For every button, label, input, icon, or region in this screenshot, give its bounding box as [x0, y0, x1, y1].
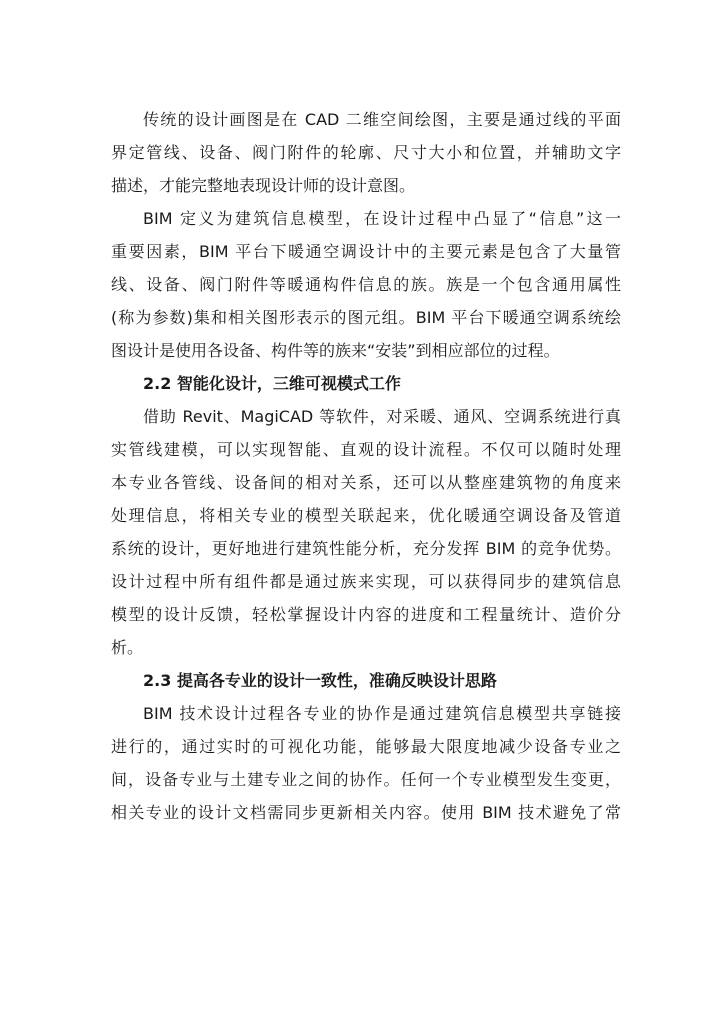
- text-line: 相关专业的设计文档需同步更新相关内容。使用 BIM 技术避免了常: [111, 803, 621, 822]
- section-heading-2-2: 2.2 智能化设计，三维可视模式工作: [143, 374, 401, 393]
- document-body: [111, 103, 621, 829]
- paragraph-cad-drawing: [111, 103, 621, 202]
- text-line: 借助 Revit、MagiCAD 等软件，对采暖、通风、空调系统进行真: [143, 407, 621, 426]
- text-line: 系统的设计，更好地进行建筑性能分析，充分发挥 BIM 的竞争优势。: [111, 539, 621, 558]
- paragraph-smart-design: [111, 400, 621, 664]
- paragraph-collaboration: [111, 697, 621, 829]
- text-line: 进行的，通过实时的可视化功能，能够最大限度地减少设备专业之: [111, 737, 621, 756]
- text-line: 线、设备、阀门附件等暖通构件信息的族。族是一个包含通用属性: [111, 275, 621, 294]
- text-line: 间，设备专业与土建专业之间的协作。任何一个专业模型发生变更，: [111, 770, 621, 789]
- text-line: BIM 定义为建筑信息模型，在设计过程中凸显了“信息”这一: [143, 209, 621, 228]
- text-line: BIM 技术设计过程各专业的协作是通过建筑信息模型共享链接: [143, 704, 621, 723]
- text-line: 传统的设计画图是在 CAD 二维空间绘图，主要是通过线的平面: [143, 110, 621, 129]
- text-line: 处理信息，将相关专业的模型关联起来，优化暖通空调设备及管道: [111, 506, 621, 525]
- text-line: 实管线建模，可以实现智能、直观的设计流程。不仅可以随时处理: [111, 440, 621, 459]
- section-heading-2-3: 2.3 提高各专业的设计一致性，准确反映设计思路: [143, 671, 497, 690]
- text-line: 设计过程中所有组件都是通过族来实现，可以获得同步的建筑信息: [111, 572, 621, 591]
- text-line: 图设计是使用各设备、构件等的族来“安装”到相应部位的过程。: [111, 341, 560, 360]
- text-line: 描述，才能完整地表现设计师的设计意图。: [111, 176, 416, 195]
- text-line: 模型的设计反馈，轻松掌握设计内容的进度和工程量统计、造价分: [111, 605, 621, 624]
- paragraph-bim-definition: [111, 202, 621, 367]
- text-line: 重要因素，BIM 平台下暖通空调设计中的主要元素是包含了大量管: [111, 242, 621, 261]
- text-line: 界定管线、设备、阀门附件的轮廓、尺寸大小和位置，并辅助文字: [111, 143, 621, 162]
- text-line: 本专业各管线、设备间的相对关系，还可以从整座建筑物的角度来: [111, 473, 621, 492]
- text-line: 析。: [111, 638, 144, 657]
- text-line: (称为参数)集和相关图形表示的图元组。BIM 平台下暖通空调系统绘: [111, 308, 621, 327]
